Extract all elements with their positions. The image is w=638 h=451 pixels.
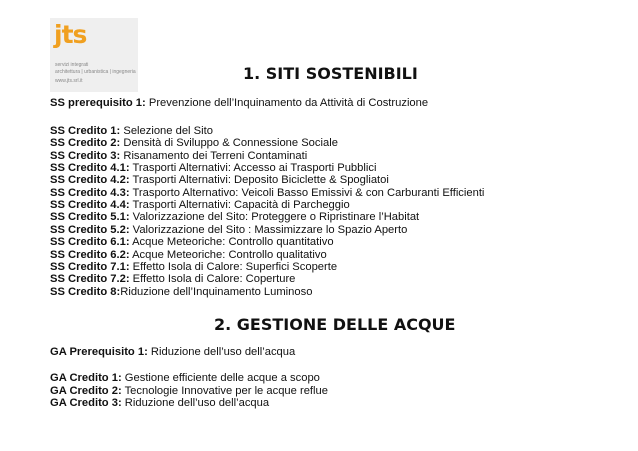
credit-text: Trasporti Alternativi: Deposito Biciclette & Spogliatoi: [129, 174, 389, 187]
credit-text: Selezione del Sito: [120, 125, 213, 137]
credit-code: SS Credito 1:: [50, 125, 121, 137]
prerequisite-line: [50, 97, 428, 110]
credit-line: [50, 372, 320, 385]
credit-line: [50, 187, 484, 200]
credit-text: Effetto Isola di Calore: Superfici Scoperte: [129, 260, 338, 273]
logo-brand: jts: [54, 20, 87, 49]
credit-code: SS Credito 4.3:: [50, 186, 130, 199]
credit-text: Riduzione dell’Inquinamento Luminoso: [120, 285, 313, 298]
credit-text: Densità di Sviluppo & Connessione Sociale: [120, 137, 338, 150]
credit-text: Trasporti Alternativi: Accesso ai Trasporti Pubblici: [129, 162, 377, 175]
credit-code: SS Credito 6.2:: [50, 248, 130, 261]
credit-code: SS Credito 5.1:: [50, 211, 130, 224]
credit-code: SS Credito 5.2:: [50, 223, 130, 236]
section-title-siti-sostenibili: 1. SITI SOSTENIBILI: [243, 64, 418, 83]
credit-text: Valorizzazione del Sito : Massimizzare lo Spazio Aperto: [129, 223, 408, 236]
credit-line: [50, 137, 338, 150]
credit-code: GA Credito 3:: [50, 397, 122, 410]
credit-line: [50, 286, 312, 299]
credit-line: [50, 211, 419, 224]
credit-line: [50, 385, 328, 398]
prerequisite-line: [50, 346, 295, 359]
prerequisite-code: GA Prerequisito 1:: [50, 346, 148, 358]
credit-text: Valorizzazione del Sito: Proteggere o Ripristinare l’Habitat: [129, 211, 420, 224]
prerequisite-code: SS prerequisito 1:: [50, 97, 146, 109]
credit-line: [50, 174, 389, 187]
credit-line: [50, 125, 213, 138]
prerequisite-text: Riduzione dell’uso dell’acqua: [147, 346, 296, 358]
credit-code: SS Credito 4.4:: [50, 199, 130, 212]
credit-code: SS Credito 2:: [50, 137, 121, 150]
credit-code: SS Credito 7.2:: [50, 273, 130, 286]
credit-code: SS Credito 4.2:: [50, 174, 130, 187]
credit-text: Tecnologie Innovative per le acque reflue: [121, 384, 328, 397]
credit-line: [50, 261, 337, 274]
logo-tagline-2: architettura | urbanistica | ingegneria: [55, 69, 136, 75]
credit-line: [50, 273, 295, 286]
credit-code: SS Credito 3:: [50, 149, 121, 162]
credit-line: [50, 397, 269, 410]
credit-line: [50, 162, 376, 175]
credit-text: Gestione efficiente delle acque a scopo: [121, 372, 320, 384]
credit-code: GA Credito 2:: [50, 384, 122, 397]
credit-text: Risanamento dei Terreni Contaminati: [120, 149, 308, 162]
logo-website: www.jts.srl.it: [55, 78, 83, 84]
credit-text: Acque Meteoriche: Controllo qualitativo: [129, 248, 327, 261]
credit-code: GA Credito 1:: [50, 372, 122, 384]
credit-text: Trasporto Alternativo: Veicoli Basso Emissivi & con Carburanti Efficienti: [129, 186, 485, 199]
credit-line: [50, 199, 350, 212]
credit-text: Trasporti Alternativi: Capacità di Parcheggio: [129, 199, 350, 212]
credit-text: Effetto Isola di Calore: Coperture: [129, 273, 296, 286]
credit-code: SS Credito 8:: [50, 285, 121, 298]
credit-text: Riduzione dell’uso dell’acqua: [121, 397, 270, 410]
section-title-gestione-acque: 2. GESTIONE DELLE ACQUE: [214, 315, 456, 334]
credit-line: [50, 249, 327, 262]
credit-code: SS Credito 6.1:: [50, 236, 130, 249]
credit-text: Acque Meteoriche: Controllo quantitativo: [129, 236, 334, 249]
credit-line: [50, 236, 334, 249]
credit-line: [50, 150, 307, 163]
credit-code: SS Credito 4.1:: [50, 162, 130, 175]
credit-code: SS Credito 7.1:: [50, 260, 130, 273]
prerequisite-text: Prevenzione dell’Inquinamento da Attività di Costruzione: [145, 97, 429, 109]
logo-tagline-1: servizi integrati: [55, 62, 89, 68]
credit-line: [50, 224, 407, 237]
